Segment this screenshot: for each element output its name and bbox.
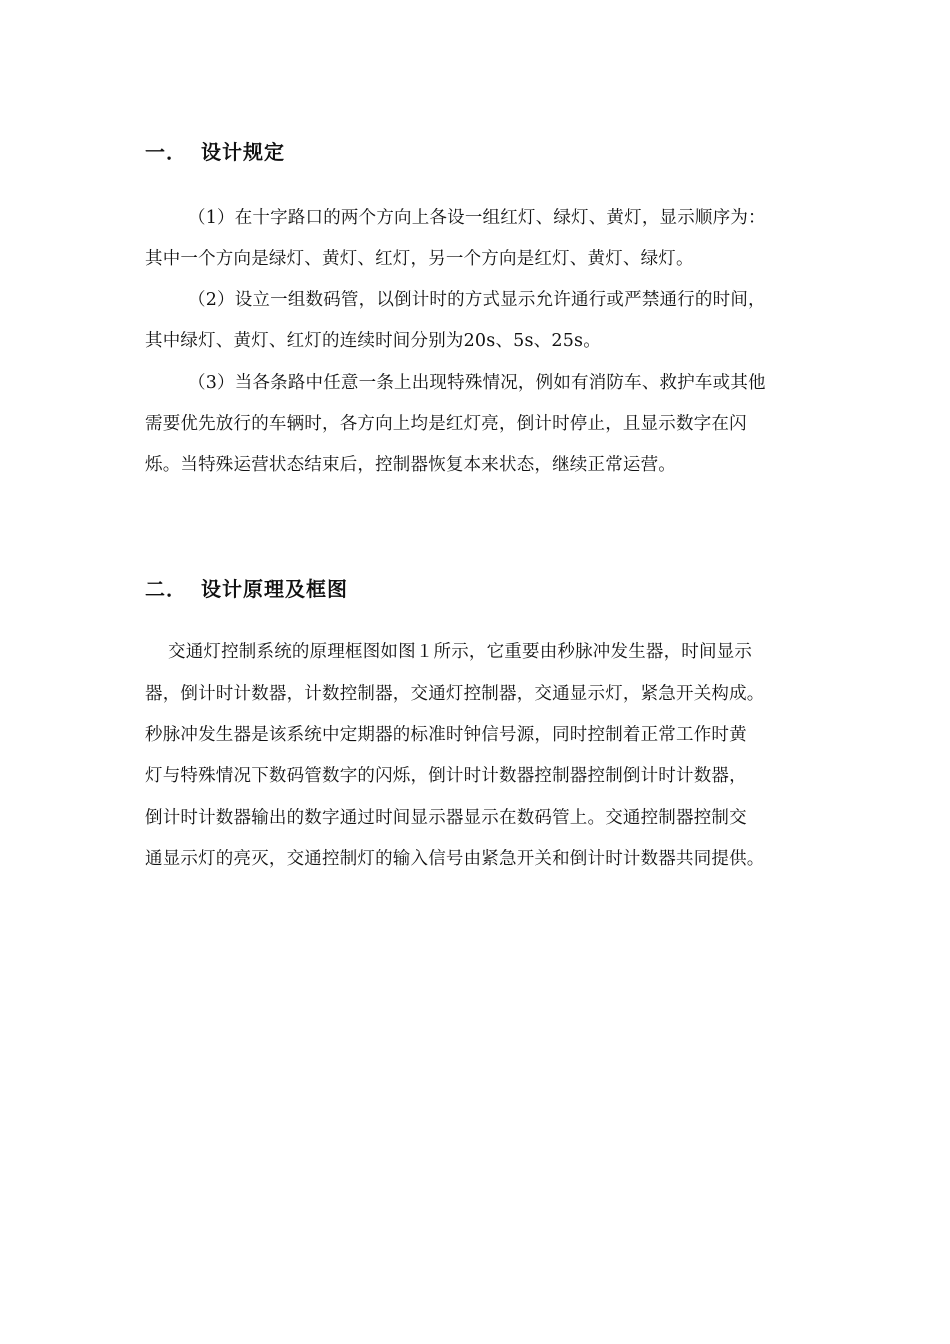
section-1-line: 烁。当特殊运营状态结束后，控制器恢复本来状态，继续正常运营。 [145, 455, 676, 475]
section-1-line: 其中一个方向是绿灯、黄灯、红灯，另一个方向是红灯、黄灯、绿灯。 [145, 249, 694, 269]
section-2-heading [145, 573, 348, 602]
section-1-line: 其中绿灯、黄灯、红灯的连续时间分别为20s、5s、25s。 [145, 331, 601, 351]
section-2-line: 通显示灯的亮灭，交通控制灯的输入信号由紧急开关和倒计时计数器共同提供。 [145, 849, 765, 869]
section-2-line: 器，倒计时计数器，计数控制器，交通灯控制器，交通显示灯，紧急开关构成。 [145, 684, 765, 704]
section-1-line: （1）在十字路口的两个方向上各设一组红灯、绿灯、黄灯，显示顺序为： [188, 208, 766, 228]
section-2-line: 交通灯控制系统的原理框图如图１所示，它重要由秒脉冲发生器，时间显示 [168, 642, 753, 662]
section-1-line: 需要优先放行的车辆时，各方向上均是红灯亮，倒计时停止，且显示数字在闪 [145, 414, 747, 434]
section-2-line: 秒脉冲发生器是该系统中定期器的标准时钟信号源，同时控制着正常工作时黄 [145, 725, 747, 745]
section-2-number: 二． [145, 577, 187, 601]
section-2-line: 灯与特殊情况下数码管数字的闪烁，倒计时计数器控制器控制倒计时计数器， [145, 766, 747, 786]
section-1-heading [145, 136, 285, 165]
section-1-title: 设计规定 [201, 140, 285, 164]
section-2-line: 倒计时计数器输出的数字通过时间显示器显示在数码管上。交通控制器控制交 [145, 808, 747, 828]
section-1-line: （2）设立一组数码管，以倒计时的方式显示允许通行或严禁通行的时间， [188, 290, 766, 310]
section-1-number: 一． [145, 140, 187, 164]
section-1-line: （3）当各条路中任意一条上出现特殊情况，例如有消防车、救护车或其他 [188, 373, 766, 393]
section-2-title: 设计原理及框图 [201, 577, 348, 601]
